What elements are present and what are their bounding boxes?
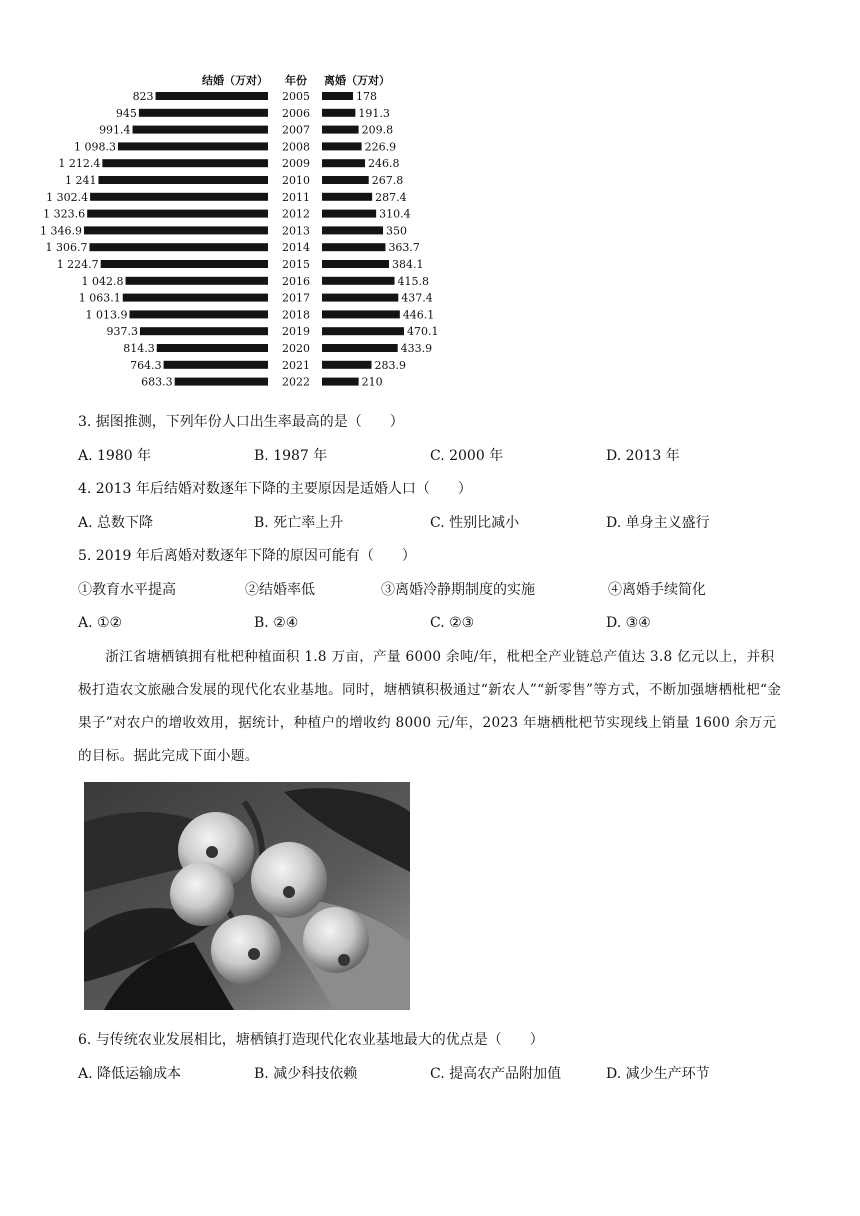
left-header: 结婚（万对） bbox=[202, 74, 268, 87]
divorce-value-label: 363.7 bbox=[388, 241, 420, 255]
divorce-bar bbox=[322, 159, 365, 167]
divorce-value-label: 287.4 bbox=[375, 190, 407, 204]
divorce-bar bbox=[322, 92, 353, 100]
year-label: 2018 bbox=[282, 308, 310, 322]
marriage-bar bbox=[133, 126, 268, 134]
marriage-value-label: 1 042.8 bbox=[81, 274, 124, 288]
marriage-bar bbox=[89, 243, 268, 251]
divorce-value-label: 283.9 bbox=[374, 358, 407, 372]
marriage-value-label: 1 224.7 bbox=[56, 258, 99, 271]
divorce-bar bbox=[322, 226, 383, 234]
q3-option-c[interactable]: C. 2000 年 bbox=[430, 448, 504, 464]
question-3-stem: 3. 据图推测，下列年份人口出生率最高的是（ ） bbox=[78, 414, 404, 430]
divorce-bar bbox=[322, 126, 359, 134]
question-5-stem: 5. 2019 年后离婚对数逐年下降的原因可能有（ ） bbox=[78, 548, 416, 564]
year-label: 2022 bbox=[282, 375, 310, 389]
divorce-value-label: 310.4 bbox=[379, 207, 411, 221]
marriage-bar bbox=[102, 159, 268, 167]
q5-statement-1: ①教育水平提高 bbox=[78, 582, 176, 598]
divorce-value-label: 446.1 bbox=[402, 308, 435, 322]
divorce-bar bbox=[322, 277, 395, 285]
marriage-value-label: 1 323.6 bbox=[43, 207, 86, 221]
q5-option-a[interactable]: A. ①② bbox=[78, 615, 123, 631]
divorce-value-label: 384.1 bbox=[391, 258, 424, 271]
marriage-divorce-chart bbox=[0, 0, 860, 400]
q5-statement-4: ④离婚手续简化 bbox=[608, 582, 706, 598]
marriage-bar bbox=[84, 226, 268, 234]
marriage-bar bbox=[175, 378, 268, 386]
divorce-bar bbox=[322, 210, 376, 218]
marriage-value-label: 1 063.1 bbox=[78, 291, 121, 305]
divorce-value-label: 470.1 bbox=[407, 325, 439, 339]
divorce-value-label: 246.8 bbox=[368, 157, 400, 171]
year-header: 年份 bbox=[285, 74, 307, 87]
marriage-value-label: 1 212.4 bbox=[58, 157, 101, 171]
marriage-value-label: 1 241 bbox=[64, 174, 97, 187]
q4-option-a[interactable]: A. 总数下降 bbox=[78, 515, 154, 531]
divorce-value-label: 178 bbox=[356, 90, 378, 103]
divorce-value-label: 433.9 bbox=[400, 342, 433, 355]
q5-option-d[interactable]: D. ③④ bbox=[606, 615, 651, 631]
marriage-bar bbox=[164, 361, 268, 369]
divorce-bar bbox=[322, 344, 398, 352]
marriage-bar bbox=[87, 210, 268, 218]
q6-option-d[interactable]: D. 减少生产环节 bbox=[606, 1066, 710, 1082]
year-label: 2019 bbox=[282, 325, 310, 339]
q3-option-d[interactable]: D. 2013 年 bbox=[606, 448, 680, 464]
marriage-value-label: 823 bbox=[132, 90, 154, 103]
marriage-value-label: 937.3 bbox=[106, 325, 138, 339]
question-4-stem: 4. 2013 年后结婚对数逐年下降的主要原因是适婚人口（ ） bbox=[78, 481, 472, 497]
divorce-bar bbox=[322, 243, 385, 251]
year-label: 2010 bbox=[282, 174, 310, 187]
year-label: 2020 bbox=[282, 342, 310, 355]
q4-option-c[interactable]: C. 性别比减小 bbox=[430, 515, 520, 531]
right-header: 离婚（万对） bbox=[324, 74, 390, 87]
marriage-bar bbox=[101, 260, 268, 268]
year-label: 2013 bbox=[282, 224, 310, 238]
marriage-bar bbox=[123, 294, 268, 302]
year-label: 2005 bbox=[282, 90, 310, 103]
divorce-value-label: 209.8 bbox=[361, 123, 394, 137]
divorce-bar bbox=[322, 142, 362, 150]
marriage-value-label: 1 346.9 bbox=[40, 224, 82, 238]
marriage-value-label: 1 098.3 bbox=[73, 140, 116, 154]
divorce-bar bbox=[322, 378, 359, 386]
marriage-value-label: 1 013.9 bbox=[85, 308, 128, 322]
loquat-photo bbox=[84, 782, 410, 1010]
marriage-value-label: 945 bbox=[115, 106, 137, 120]
divorce-value-label: 226.9 bbox=[364, 140, 397, 154]
marriage-bar bbox=[126, 277, 268, 285]
q6-option-a[interactable]: A. 降低运输成本 bbox=[78, 1066, 182, 1082]
q5-statement-3: ③离婚冷静期制度的实施 bbox=[381, 582, 535, 598]
q3-option-a[interactable]: A. 1980 年 bbox=[78, 448, 152, 464]
divorce-bar bbox=[322, 109, 355, 117]
divorce-value-label: 191.3 bbox=[358, 106, 390, 120]
year-label: 2016 bbox=[282, 274, 310, 288]
q4-option-b[interactable]: B. 死亡率上升 bbox=[254, 515, 344, 531]
divorce-value-label: 210 bbox=[361, 375, 383, 389]
marriage-value-label: 683.3 bbox=[141, 375, 173, 389]
q5-option-c[interactable]: C. ②③ bbox=[430, 615, 475, 631]
marriage-value-label: 1 306.7 bbox=[45, 241, 88, 255]
passage-text: 浙江省塘栖镇拥有枇杷种植面积 1.8 万亩，产量 6000 余吨/年，枇杷全产业链总产值达 3.8 亿元以上，并积极打造农文旅融合发展的现代化农业基地。同时，塘栖镇积极通过“新农人”“新零售”等方式，不断加强塘栖枇杷“金果子”对农户的增收效用，据统计，种植户的增收约 8000 元/年，2023 年塘栖枇杷节实现线上销量 1600 余万元的目标。据此完成下面小题。 bbox=[78, 649, 782, 764]
divorce-bar bbox=[322, 176, 369, 184]
year-label: 2015 bbox=[282, 258, 310, 271]
marriage-bar bbox=[129, 310, 268, 318]
marriage-bar bbox=[157, 344, 268, 352]
q5-option-b[interactable]: B. ②④ bbox=[254, 615, 299, 631]
marriage-bar bbox=[156, 92, 268, 100]
divorce-bar bbox=[322, 260, 389, 268]
marriage-value-label: 991.4 bbox=[99, 123, 131, 137]
marriage-value-label: 1 302.4 bbox=[46, 190, 89, 204]
year-label: 2012 bbox=[282, 207, 310, 221]
divorce-bar bbox=[322, 193, 372, 201]
marriage-bar bbox=[118, 142, 268, 150]
marriage-bar bbox=[140, 327, 268, 335]
year-label: 2014 bbox=[282, 241, 310, 255]
year-label: 2017 bbox=[282, 291, 310, 305]
divorce-value-label: 267.8 bbox=[371, 174, 404, 187]
marriage-bar bbox=[98, 176, 268, 184]
marriage-value-label: 764.3 bbox=[130, 358, 162, 372]
q5-statement-2: ②结婚率低 bbox=[245, 582, 315, 598]
divorce-value-label: 437.4 bbox=[401, 291, 433, 305]
year-label: 2006 bbox=[282, 106, 310, 120]
divorce-bar bbox=[322, 294, 398, 302]
year-label: 2009 bbox=[282, 157, 310, 171]
divorce-bar bbox=[322, 310, 400, 318]
q4-option-d[interactable]: D. 单身主义盛行 bbox=[606, 515, 710, 531]
question-6-stem: 6. 与传统农业发展相比，塘栖镇打造现代化农业基地最大的优点是（ ） bbox=[78, 1032, 544, 1048]
divorce-value-label: 350 bbox=[386, 224, 408, 238]
marriage-bar bbox=[139, 109, 268, 117]
divorce-bar bbox=[322, 327, 404, 335]
year-label: 2021 bbox=[282, 358, 310, 372]
q3-option-b[interactable]: B. 1987 年 bbox=[254, 448, 328, 464]
year-label: 2007 bbox=[282, 123, 310, 137]
marriage-bar bbox=[90, 193, 268, 201]
divorce-value-label: 415.8 bbox=[397, 274, 430, 288]
q6-option-c[interactable]: C. 提高农产品附加值 bbox=[430, 1066, 562, 1082]
year-label: 2008 bbox=[282, 140, 310, 154]
q6-option-b[interactable]: B. 减少科技依赖 bbox=[254, 1066, 358, 1082]
year-label: 2011 bbox=[282, 190, 310, 204]
marriage-value-label: 814.3 bbox=[123, 342, 155, 355]
divorce-bar bbox=[322, 361, 372, 369]
